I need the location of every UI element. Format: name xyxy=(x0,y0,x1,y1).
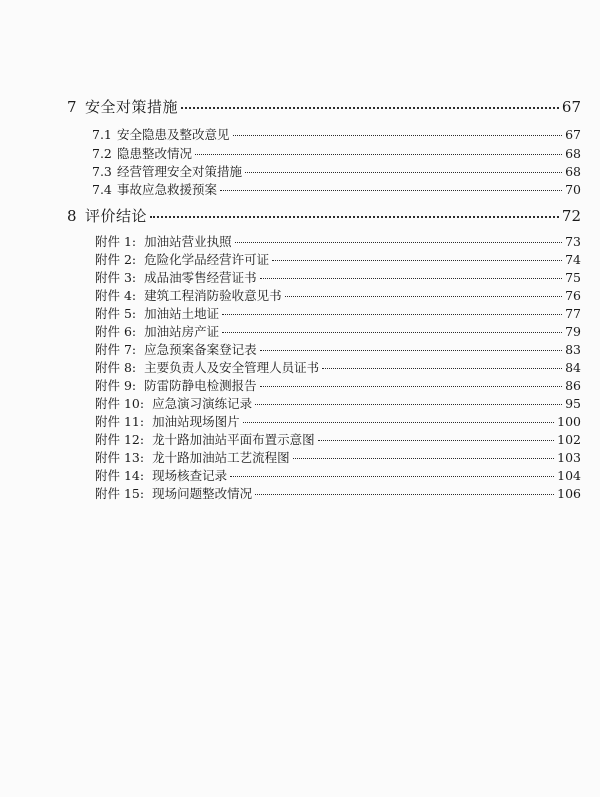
toc-appendix-3[interactable] xyxy=(95,268,581,285)
appendix-label: 附件 10: xyxy=(95,396,145,411)
page-number: 102 xyxy=(557,432,581,447)
toc-appendix-15[interactable] xyxy=(95,484,581,501)
toc-appendix-5[interactable] xyxy=(95,304,581,321)
chapter-title: 安全对策措施 xyxy=(85,98,179,116)
toc-section-7-4[interactable] xyxy=(92,180,581,197)
appendix-title: 现场问题整改情况 xyxy=(152,486,253,501)
dot-leader xyxy=(255,404,562,405)
toc-appendix-7[interactable] xyxy=(95,340,581,357)
appendix-title: 建筑工程消防验收意见书 xyxy=(144,288,282,303)
toc-appendix-1[interactable] xyxy=(95,232,581,249)
chapter-number: 7 xyxy=(67,98,77,116)
appendix-label: 附件 14: xyxy=(95,468,145,483)
appendix-title: 危险化学品经营许可证 xyxy=(144,252,270,267)
toc-appendix-8[interactable] xyxy=(95,358,581,375)
appendix-title: 加油站房产证 xyxy=(144,324,220,339)
page-number: 83 xyxy=(565,342,581,357)
page-number: 100 xyxy=(557,414,581,429)
dot-leader xyxy=(150,216,559,218)
appendix-label: 附件 1: xyxy=(95,234,137,249)
appendix-title: 加油站营业执照 xyxy=(144,234,232,249)
appendix-label: 附件 5: xyxy=(95,306,137,321)
dot-leader xyxy=(222,332,562,333)
dot-leader xyxy=(181,107,559,109)
dot-leader xyxy=(222,314,562,315)
appendix-title: 成品油零售经营证书 xyxy=(144,270,257,285)
page-number: 74 xyxy=(565,252,581,267)
appendix-label: 附件 4: xyxy=(95,288,137,303)
appendix-label: 附件 7: xyxy=(95,342,137,357)
toc-appendix-10[interactable] xyxy=(95,394,581,411)
toc-appendix-4[interactable] xyxy=(95,286,581,303)
appendix-title: 现场核查记录 xyxy=(152,468,228,483)
section-title: 隐患整改情况 xyxy=(117,146,193,161)
toc-appendix-2[interactable] xyxy=(95,250,581,267)
appendix-label: 附件 12: xyxy=(95,432,145,447)
appendix-label: 附件 6: xyxy=(95,324,137,339)
page-number: 73 xyxy=(565,234,581,249)
dot-leader xyxy=(272,260,562,261)
appendix-title: 应急演习演练记录 xyxy=(152,396,253,411)
appendix-title: 龙十路加油站工艺流程图 xyxy=(152,450,290,465)
toc-section-7-3[interactable] xyxy=(92,162,581,179)
dot-leader xyxy=(233,135,563,136)
page-number: 68 xyxy=(565,164,581,179)
dot-leader xyxy=(260,278,562,279)
dot-leader xyxy=(260,350,562,351)
page-number: 67 xyxy=(565,127,581,142)
appendix-label: 附件 15: xyxy=(95,486,145,501)
section-number: 7.4 xyxy=(92,182,112,197)
section-number: 7.1 xyxy=(92,127,112,142)
dot-leader xyxy=(255,494,554,495)
dot-leader xyxy=(322,368,562,369)
section-number: 7.3 xyxy=(92,164,112,179)
toc-section-7-2[interactable] xyxy=(92,144,581,161)
page-number: 106 xyxy=(557,486,581,501)
page-number: 67 xyxy=(561,98,581,116)
toc-appendix-9[interactable] xyxy=(95,376,581,393)
page-number: 79 xyxy=(565,324,581,339)
appendix-title: 加油站土地证 xyxy=(144,306,220,321)
page-number: 70 xyxy=(565,182,581,197)
toc-appendix-14[interactable] xyxy=(95,466,581,483)
appendix-title: 龙十路加油站平面布置示意图 xyxy=(152,432,315,447)
page-number: 77 xyxy=(565,306,581,321)
dot-leader xyxy=(195,154,562,155)
appendix-label: 附件 2: xyxy=(95,252,137,267)
dot-leader xyxy=(243,422,555,423)
appendix-label: 附件 13: xyxy=(95,450,145,465)
toc-appendix-13[interactable] xyxy=(95,448,581,465)
toc-appendix-6[interactable] xyxy=(95,322,581,339)
section-title: 经营管理安全对策措施 xyxy=(117,164,243,179)
appendix-title: 主要负责人及安全管理人员证书 xyxy=(144,360,320,375)
page-number: 95 xyxy=(565,396,581,411)
dot-leader xyxy=(220,190,562,191)
appendix-title: 防雷防静电检测报告 xyxy=(144,378,257,393)
page-number: 86 xyxy=(565,378,581,393)
toc-section-7-1[interactable] xyxy=(92,125,581,142)
appendix-label: 附件 8: xyxy=(95,360,137,375)
toc-appendix-11[interactable] xyxy=(95,412,581,429)
page-number: 84 xyxy=(565,360,581,375)
appendix-label: 附件 9: xyxy=(95,378,137,393)
page-number: 68 xyxy=(565,146,581,161)
page-number: 75 xyxy=(565,270,581,285)
appendix-label: 附件 11: xyxy=(95,414,145,429)
dot-leader xyxy=(285,296,562,297)
chapter-title: 评价结论 xyxy=(85,207,148,225)
appendix-title: 应急预案备案登记表 xyxy=(144,342,257,357)
page-number: 76 xyxy=(565,288,581,303)
section-title: 事故应急救援预案 xyxy=(117,182,218,197)
section-title: 安全隐患及整改意见 xyxy=(117,127,230,142)
toc-chapter-8[interactable] xyxy=(67,205,581,225)
page-number: 104 xyxy=(557,468,581,483)
toc-chapter-7[interactable] xyxy=(67,96,581,116)
chapter-number: 8 xyxy=(67,207,77,225)
dot-leader xyxy=(245,172,562,173)
dot-leader xyxy=(235,242,562,243)
dot-leader xyxy=(230,476,554,477)
dot-leader xyxy=(293,458,555,459)
toc-appendix-12[interactable] xyxy=(95,430,581,447)
appendix-label: 附件 3: xyxy=(95,270,137,285)
dot-leader xyxy=(318,440,555,441)
page-number: 72 xyxy=(561,207,581,225)
dot-leader xyxy=(260,386,562,387)
appendix-title: 加油站现场图片 xyxy=(152,414,240,429)
page-number: 103 xyxy=(557,450,581,465)
section-number: 7.2 xyxy=(92,146,112,161)
